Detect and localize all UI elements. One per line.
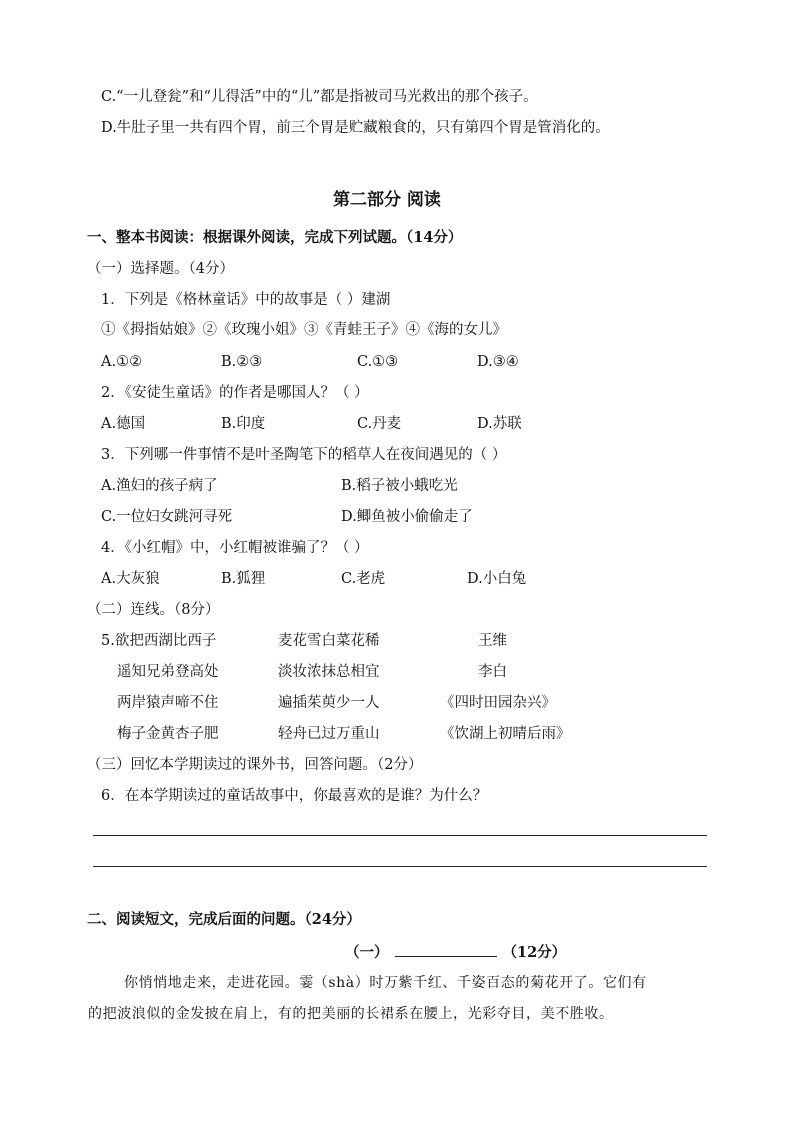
passage-title-row <box>345 942 566 963</box>
question-2-option-a: A.德国 <box>101 416 146 432</box>
match-left-item: 两岸猿声啼不住 <box>117 695 219 711</box>
subsection-recall-heading: （三）回忆本学期读过的课外书，回答问题。（2分） <box>87 757 423 773</box>
question-2-option-d: D.苏联 <box>477 416 522 432</box>
question-2-stem: 2．《安徒生童话》的作者是哪国人？（ ） <box>101 385 369 401</box>
option-d: D.牛肚子里一共有四个胃，前三个胃是贮藏粮食的，只有第四个胃是管消化的。 <box>101 120 610 136</box>
match-right-item: 《四时田园杂兴》 <box>440 695 556 711</box>
passage-label: （一） <box>345 944 389 961</box>
part-title: 第二部分 阅读 <box>333 190 441 210</box>
question-1-option-b: B.②③ <box>221 354 263 370</box>
question-3-option-a: A.渔妇的孩子病了 <box>101 478 218 494</box>
match-middle-item: 轻舟已过万重山 <box>278 726 380 742</box>
question-1-option-a: A.①② <box>101 354 143 370</box>
question-4-option-c: C.老虎 <box>341 571 386 587</box>
option-c: C.“一儿登瓮”和“儿得活”中的“儿”都是指被司马光救出的那个孩子。 <box>101 89 538 105</box>
match-right-item: 王维 <box>478 633 507 649</box>
question-1-option-d: D.③④ <box>477 354 519 370</box>
question-6-stem: 6．在本学期读过的童话故事中，你最喜欢的是谁？为什么？ <box>101 788 488 804</box>
match-right-item: 《饮湖上初晴后雨》 <box>440 726 571 742</box>
question-1-option-c: C.①③ <box>357 354 399 370</box>
section-2-heading: 二、阅读短文，完成后面的问题。（24分） <box>87 911 361 928</box>
match-left-item: 遥知兄弟登高处 <box>117 664 219 680</box>
match-left-item: 5.欲把西湖比西子 <box>101 633 217 649</box>
match-middle-item: 淡妆浓抹总相宜 <box>278 664 380 680</box>
question-1-items: ①《拇指姑娘》②《玫瑰小姐》③《青蛙王子》④《海的女儿》 <box>101 322 507 338</box>
answer-line-1[interactable] <box>93 835 707 836</box>
subsection-matching-heading: （二）连线。（8分） <box>87 602 220 618</box>
question-1-stem: 1．下列是《格林童话》中的故事是（ ）建湖 <box>101 292 391 308</box>
question-3-option-d: D.鲫鱼被小偷偷走了 <box>341 509 473 525</box>
passage-line-1: 你悄悄地走来，走进花园。霎（shà）时万紫千红、千姿百态的菊花开了。它们有 <box>124 975 647 991</box>
question-4-option-d: D.小白兔 <box>467 571 527 587</box>
section-1-heading: 一、整本书阅读：根据课外阅读，完成下列试题。（14分） <box>87 229 463 246</box>
passage-title-blank[interactable] <box>395 942 497 957</box>
question-4-stem: 4．《小红帽》中，小红帽被谁骗了？（ ） <box>101 540 369 556</box>
question-2-option-b: B.印度 <box>221 416 266 432</box>
question-3-option-c: C.一位妇女跳河寻死 <box>101 509 233 525</box>
match-left-item: 梅子金黄杏子肥 <box>117 726 219 742</box>
match-middle-item: 遍插茱萸少一人 <box>278 695 380 711</box>
question-4-option-b: B.狐狸 <box>221 571 266 587</box>
answer-line-2[interactable] <box>93 866 707 867</box>
question-3-option-b: B.稻子被小蛾吃光 <box>341 478 458 494</box>
match-right-item: 李白 <box>478 664 507 680</box>
question-3-stem: 3．下列哪一件事情不是叶圣陶笔下的稻草人在夜间遇见的（ ） <box>101 447 507 463</box>
passage-score: （12分） <box>502 944 567 961</box>
question-4-option-a: A.大灰狼 <box>101 571 160 587</box>
passage-line-2: 的把波浪似的金发披在肩上，有的把美丽的长裙系在腰上，光彩夺目，美不胜收。 <box>88 1006 614 1022</box>
subsection-choice-heading: （一）选择题。（4分） <box>87 261 234 277</box>
question-2-option-c: C.丹麦 <box>357 416 402 432</box>
match-middle-item: 麦花雪白菜花稀 <box>278 633 380 649</box>
